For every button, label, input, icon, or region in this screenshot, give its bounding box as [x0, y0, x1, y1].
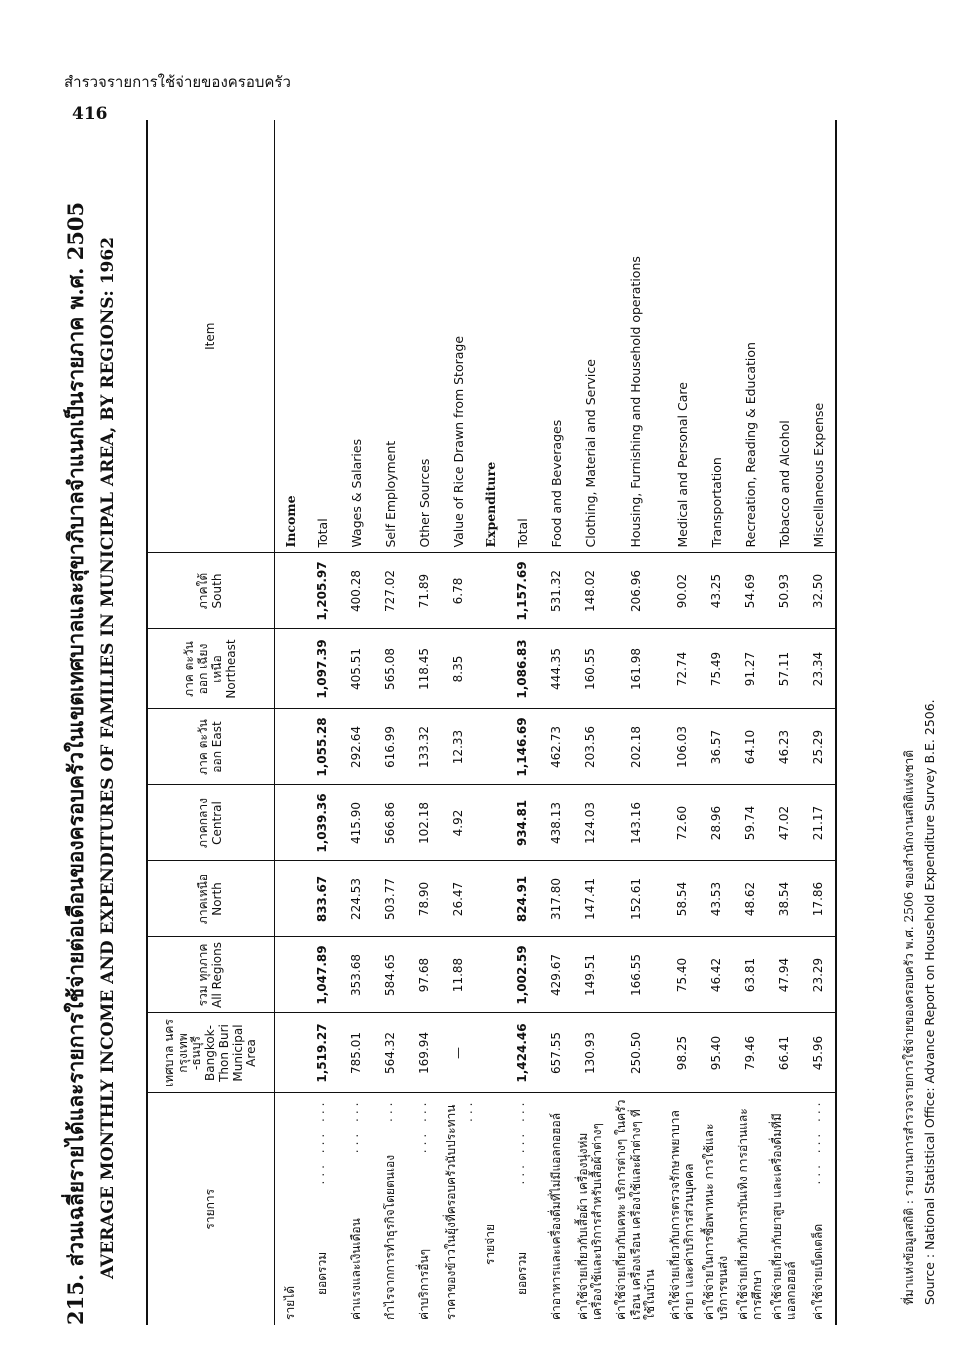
cell-east: 46.23: [767, 709, 801, 785]
cell-all-regions: 149.51: [573, 937, 607, 1013]
cell-bangkok: 1,519.27: [305, 1013, 339, 1093]
cell-south: 54.69: [733, 553, 767, 629]
cell-north: 26.47: [441, 861, 475, 937]
cell-south: 400.28: [339, 553, 373, 629]
row-label-thai: ค่าใช้จ่ายเกี่ยวกับยาสูบ และเครื่องดื่มที่มีแอลกอฮอล์: [769, 1113, 798, 1320]
cell-east: 203.56: [573, 709, 607, 785]
page-number: 416: [72, 104, 108, 124]
row-label-english: Medical and Personal Care: [665, 120, 699, 553]
cell-north: 38.54: [767, 861, 801, 937]
running-head: สำรวจรายการใช้จ่ายของครอบครัว: [64, 73, 291, 91]
section-label-expenditure-english: Expenditure: [475, 120, 505, 553]
cell-bangkok: 66.41: [767, 1013, 801, 1093]
cell-north: 78.90: [407, 861, 441, 937]
table-row: [573, 120, 607, 1325]
cell-south: 32.50: [801, 553, 836, 629]
row-label-thai: ค่าใช้จ่ายเกี่ยวกับการตรวจรักษาพยาบาล ค่ายา และค่าบริการส่วนบุคคล: [667, 1110, 696, 1320]
cell-northeast: 1,086.83: [505, 629, 539, 709]
table-row: ค่าบริการอื่นๆ ... ... 169.94 97.68 78.90 102.18 133.32 118.45 71.89 Other Sources: [407, 120, 441, 1325]
table-row: [539, 120, 573, 1325]
cell-all-regions: 47.94: [767, 937, 801, 1013]
cell-east: 25.29: [801, 709, 836, 785]
cell-northeast: 23.34: [801, 629, 836, 709]
cell-east: 106.03: [665, 709, 699, 785]
cell-north: 147.41: [573, 861, 607, 937]
cell-central: 143.16: [607, 785, 665, 861]
cell-north: 833.67: [305, 861, 339, 937]
cell-northeast: 8.35: [441, 629, 475, 709]
table-row: [699, 120, 733, 1325]
cell-east: 462.73: [539, 709, 573, 785]
section-label-income-english: Income: [275, 120, 306, 553]
cell-south: 1,205.97: [305, 553, 339, 629]
cell-northeast: 405.51: [339, 629, 373, 709]
cell-bangkok: —: [441, 1013, 475, 1093]
cell-central: 28.96: [699, 785, 733, 861]
row-label-thai: ราคาของข้าวในยุ้งที่ครอบครัวนับประทาน: [443, 1104, 458, 1320]
cell-all-regions: 429.67: [539, 937, 573, 1013]
cell-bangkok: 98.25: [665, 1013, 699, 1093]
cell-northeast: 72.74: [665, 629, 699, 709]
source-note-thai: ที่มาแห่งข้อมูลสถิติ : รายงานการสำรวจรายการใช้จ่ายของครอบครัว พ.ศ. 2506 ของสำนักงานสถิติแห่งชาติ: [902, 749, 916, 1305]
cell-east: 64.10: [733, 709, 767, 785]
cell-east: 292.64: [339, 709, 373, 785]
cell-central: 72.60: [665, 785, 699, 861]
section-row-expenditure: [475, 120, 505, 1325]
row-label-thai: ค่าใช้จ่ายในการซื้อพาหนะ การใช้และบริการขนส่ง: [701, 1123, 730, 1320]
income-expenditure-table: [146, 120, 837, 1325]
cell-central: 102.18: [407, 785, 441, 861]
cell-all-regions: 584.65: [373, 937, 407, 1013]
cell-bangkok: 79.46: [733, 1013, 767, 1093]
row-label-english: Housing, Furnishing and Household operations: [607, 120, 665, 553]
cell-bangkok: 130.93: [573, 1013, 607, 1093]
row-label-english: Recreation, Reading & Education: [733, 120, 767, 553]
cell-east: 616.99: [373, 709, 407, 785]
cell-northeast: 444.35: [539, 629, 573, 709]
cell-all-regions: 23.29: [801, 937, 836, 1013]
row-label-thai: ค่าใช้จ่ายเกี่ยวกับเคหะ บริการต่างๆ ในครัวเรือน เครื่องเรือน เครื่องใช้และผ้าต่างๆ ที่ใช้ในบ้าน: [614, 1099, 658, 1320]
cell-northeast: 161.98: [607, 629, 665, 709]
section-label-income-thai: รายได้: [282, 1285, 297, 1320]
row-label-english: Self Employment: [373, 120, 407, 553]
cell-north: 17.86: [801, 861, 836, 937]
row-label-thai: ค่าแรงและเงินเดือน: [348, 1218, 363, 1320]
cell-northeast: 57.11: [767, 629, 801, 709]
cell-central: 4.92: [441, 785, 475, 861]
row-label-thai: ค่าใช้จ่ายเกี่ยวกับเสื้อผ้า เครื่องนุ่งห่ม เครื่องใช้และบริการสำหรับเสื้อผ้าต่างๆ: [575, 1123, 604, 1320]
col-header-item-english: Item: [147, 120, 275, 553]
table-row: ยอดรวม ... ... ... 1,424.46 1,002.59 824.91 934.81 1,146.69 1,086.83 1,157.69 Total: [505, 120, 539, 1325]
cell-south: 206.96: [607, 553, 665, 629]
cell-bangkok: 45.96: [801, 1013, 836, 1093]
row-label-thai: ค่าอาหารและเครื่องดื่มที่ไม่มีแอลกอฮอล์: [548, 1112, 563, 1320]
cell-east: 1,146.69: [505, 709, 539, 785]
cell-north: 58.54: [665, 861, 699, 937]
cell-all-regions: 1,047.89: [305, 937, 339, 1013]
cell-all-regions: 75.40: [665, 937, 699, 1013]
row-label-english: Total: [505, 120, 539, 553]
cell-north: 152.61: [607, 861, 665, 937]
section-row-income: [275, 120, 306, 1325]
table-row: ยอดรวม ... ... ... 1,519.27 1,047.89 833.67 1,039.36 1,055.28 1,097.39 1,205.97 Total: [305, 120, 339, 1325]
col-header-item-thai: รายการ: [147, 1093, 275, 1325]
row-label-english: Other Sources: [407, 120, 441, 553]
row-label-english: Miscellaneous Expense: [801, 120, 836, 553]
row-label-english: Food and Beverages: [539, 120, 573, 553]
row-label-english: Wages & Salaries: [339, 120, 373, 553]
cell-central: 438.13: [539, 785, 573, 861]
cell-bangkok: 657.55: [539, 1013, 573, 1093]
cell-north: 224.53: [339, 861, 373, 937]
row-label-thai: ยอดรวม: [514, 1251, 529, 1295]
cell-northeast: 160.55: [573, 629, 607, 709]
cell-central: 415.90: [339, 785, 373, 861]
table-caption-thai: [60, 202, 93, 1325]
row-label-english: Total: [305, 120, 339, 553]
cell-north: 824.91: [505, 861, 539, 937]
cell-south: 90.02: [665, 553, 699, 629]
col-header-north: ภาคเหนือ North: [147, 861, 275, 937]
source-note-english: Source : National Statistical Office: Advance Report on Household Expenditure Survey B.E. 2506.: [922, 699, 937, 1305]
col-header-bangkok: เทศบาล นครกรุงเทพ -ธนบุรี Bangkok-Thon Buri Municipal Area: [147, 1013, 275, 1093]
column-header-row: [147, 120, 275, 1325]
cell-east: 36.57: [699, 709, 733, 785]
row-label-thai: ค่าใช้จ่ายเบ็ดเตล็ด: [810, 1223, 825, 1320]
table-number: 215.: [63, 1273, 88, 1325]
table-row: ค่าใช้จ่ายเบ็ดเตล็ด ... ... ... 45.96 23.29 17.86 21.17 25.29 23.34 32.50 Miscellaneous Expense: [801, 120, 836, 1325]
cell-south: 148.02: [573, 553, 607, 629]
table-title-english: AVERAGE MONTHLY INCOME AND EXPENDITURES OF FAMILIES IN MUNICIPAL AREA, BY REGIONS: 1962: [98, 236, 118, 1279]
cell-central: 21.17: [801, 785, 836, 861]
cell-all-regions: 97.68: [407, 937, 441, 1013]
table-row: [733, 120, 767, 1325]
cell-all-regions: 1,002.59: [505, 937, 539, 1013]
cell-all-regions: 166.55: [607, 937, 665, 1013]
table-row: ค่าแรงและเงินเดือน ... ... 785.01 353.68 224.53 415.90 292.64 405.51 400.28 Wages & Salaries: [339, 120, 373, 1325]
cell-east: 133.32: [407, 709, 441, 785]
cell-central: 59.74: [733, 785, 767, 861]
row-label-english: Clothing, Material and Service: [573, 120, 607, 553]
table-row: ราคาของข้าวในยุ้งที่ครอบครัวนับประทาน ... — 11.88 26.47 4.92 12.33 8.35 6.78 Value of Rice Drawn from Storage: [441, 120, 475, 1325]
row-label-english: Value of Rice Drawn from Storage: [441, 120, 475, 553]
cell-bangkok: 1,424.46: [505, 1013, 539, 1093]
cell-bangkok: 95.40: [699, 1013, 733, 1093]
row-label-english: Transportation: [699, 120, 733, 553]
row-label-english: Tobacco and Alcohol: [767, 120, 801, 553]
row-label-thai: กำไรจากการทำธุรกิจโดยตนเอง: [382, 1154, 397, 1320]
cell-bangkok: 564.32: [373, 1013, 407, 1093]
cell-all-regions: 46.42: [699, 937, 733, 1013]
cell-northeast: 91.27: [733, 629, 767, 709]
cell-north: 43.53: [699, 861, 733, 937]
cell-east: 12.33: [441, 709, 475, 785]
col-header-central: ภาคกลาง Central: [147, 785, 275, 861]
table-row: [665, 120, 699, 1325]
cell-bangkok: 785.01: [339, 1013, 373, 1093]
cell-north: 317.80: [539, 861, 573, 937]
cell-all-regions: 353.68: [339, 937, 373, 1013]
section-label-expenditure-thai: รายจ่าย: [482, 1223, 497, 1265]
cell-east: 1,055.28: [305, 709, 339, 785]
cell-south: 531.32: [539, 553, 573, 629]
cell-northeast: 1,097.39: [305, 629, 339, 709]
cell-bangkok: 169.94: [407, 1013, 441, 1093]
cell-all-regions: 63.81: [733, 937, 767, 1013]
cell-central: 1,039.36: [305, 785, 339, 861]
cell-central: 934.81: [505, 785, 539, 861]
cell-east: 202.18: [607, 709, 665, 785]
table-row: [767, 120, 801, 1325]
col-header-northeast: ภาค ตะวันออก เฉียงเหนือ Northeast: [147, 629, 275, 709]
cell-northeast: 75.49: [699, 629, 733, 709]
table-row: [607, 120, 665, 1325]
row-label-thai: ยอดรวม: [314, 1251, 329, 1295]
cell-south: 71.89: [407, 553, 441, 629]
row-label-thai: ค่าใช้จ่ายเกี่ยวกับการบันเทิง การอ่านและการศึกษา: [735, 1108, 764, 1320]
rotated-table-page: [60, 120, 950, 1325]
cell-central: 47.02: [767, 785, 801, 861]
cell-north: 503.77: [373, 861, 407, 937]
table-row: กำไรจากการทำธุรกิจโดยตนเอง ... 564.32 584.65 503.77 566.86 616.99 565.08 727.02 Self Employment: [373, 120, 407, 1325]
col-header-south: ภาคใต้ South: [147, 553, 275, 629]
col-header-all-regions: รวม ทุกภาค All Regions: [147, 937, 275, 1013]
cell-bangkok: 250.50: [607, 1013, 665, 1093]
cell-northeast: 565.08: [373, 629, 407, 709]
cell-north: 48.62: [733, 861, 767, 937]
col-header-east: ภาค ตะวันออก East: [147, 709, 275, 785]
cell-all-regions: 11.88: [441, 937, 475, 1013]
cell-central: 566.86: [373, 785, 407, 861]
cell-northeast: 118.45: [407, 629, 441, 709]
cell-south: 50.93: [767, 553, 801, 629]
cell-south: 43.25: [699, 553, 733, 629]
cell-south: 6.78: [441, 553, 475, 629]
cell-south: 727.02: [373, 553, 407, 629]
cell-south: 1,157.69: [505, 553, 539, 629]
table-title-thai: ส่วนเฉลี่ยรายได้และรายการใช้จ่ายต่อเดือนของครอบครัวในเขตเทศบาลและสุขาภิบาลจำแนกเป็นรายภาค พ.ศ. 2505: [63, 201, 88, 1267]
row-label-thai: ค่าบริการอื่นๆ: [416, 1248, 431, 1320]
cell-central: 124.03: [573, 785, 607, 861]
